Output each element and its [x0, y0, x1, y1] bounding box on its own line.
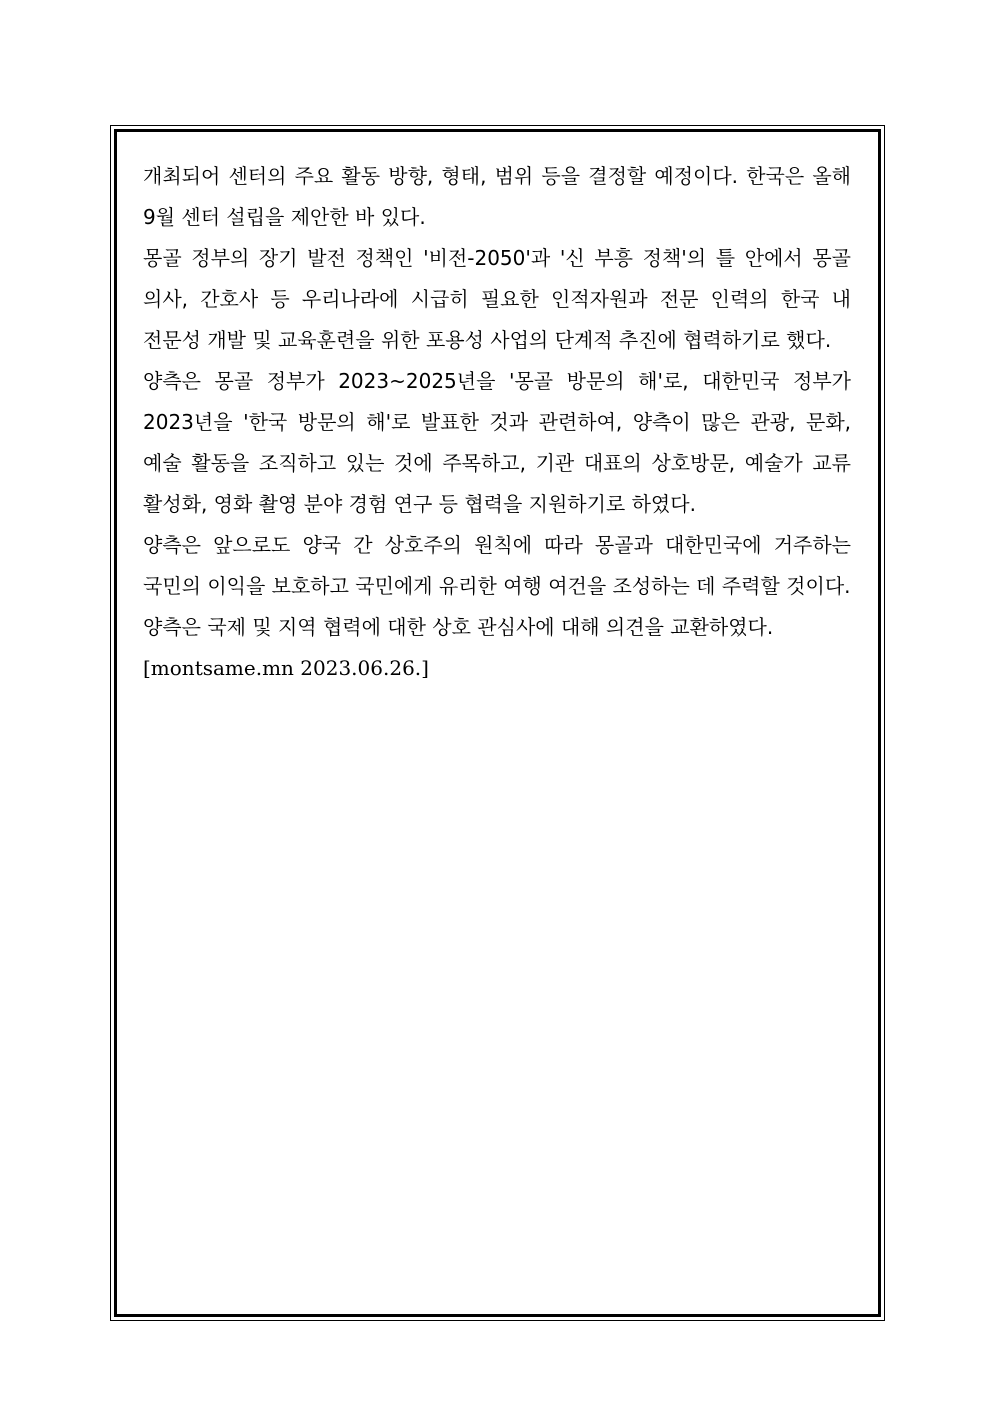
paragraph-1: 개최되어 센터의 주요 활동 방향, 형태, 범위 등을 결정할 예정이다. 한국은 올해 9월 센터 설립을 제안한 바 있다. [143, 164, 851, 229]
document-body [143, 156, 851, 689]
paragraph-2: 몽골 정부의 장기 발전 정책인 '비전-2050'과 '신 부흥 정책'의 틀 안에서 몽골 의사, 간호사 등 우리나라에 시급히 필요한 인적자원과 전문 인력의 한국 내 전문성 개발 및 교육훈련을 위한 포용성 사업의 단계적 추진에 협력하기로 했다. [143, 246, 851, 352]
paragraph-3: 양측은 몽골 정부가 2023~2025년을 '몽골 방문의 해'로, 대한민국 정부가 2023년을 '한국 방문의 해'로 발표한 것과 관련하여, 양측이 많은 관광, 문화, 예술 활동을 조직하고 있는 것에 주목하고, 기관 대표의 상호방문, 예술가 교류 활성화, 영화 촬영 분야 경험 연구 등 협력을 지원하기로 하였다. [143, 369, 851, 516]
source-citation: [montsame.mn 2023.06.26.] [143, 656, 429, 680]
paragraph-5: 양측은 국제 및 지역 협력에 대한 상호 관심사에 대해 의견을 교환하였다. [143, 615, 774, 639]
paragraph-4: 양측은 앞으로도 양국 간 상호주의 원칙에 따라 몽골과 대한민국에 거주하는 국민의 이익을 보호하고 국민에게 유리한 여행 여건을 조성하는 데 주력할 것이다. [143, 533, 851, 598]
